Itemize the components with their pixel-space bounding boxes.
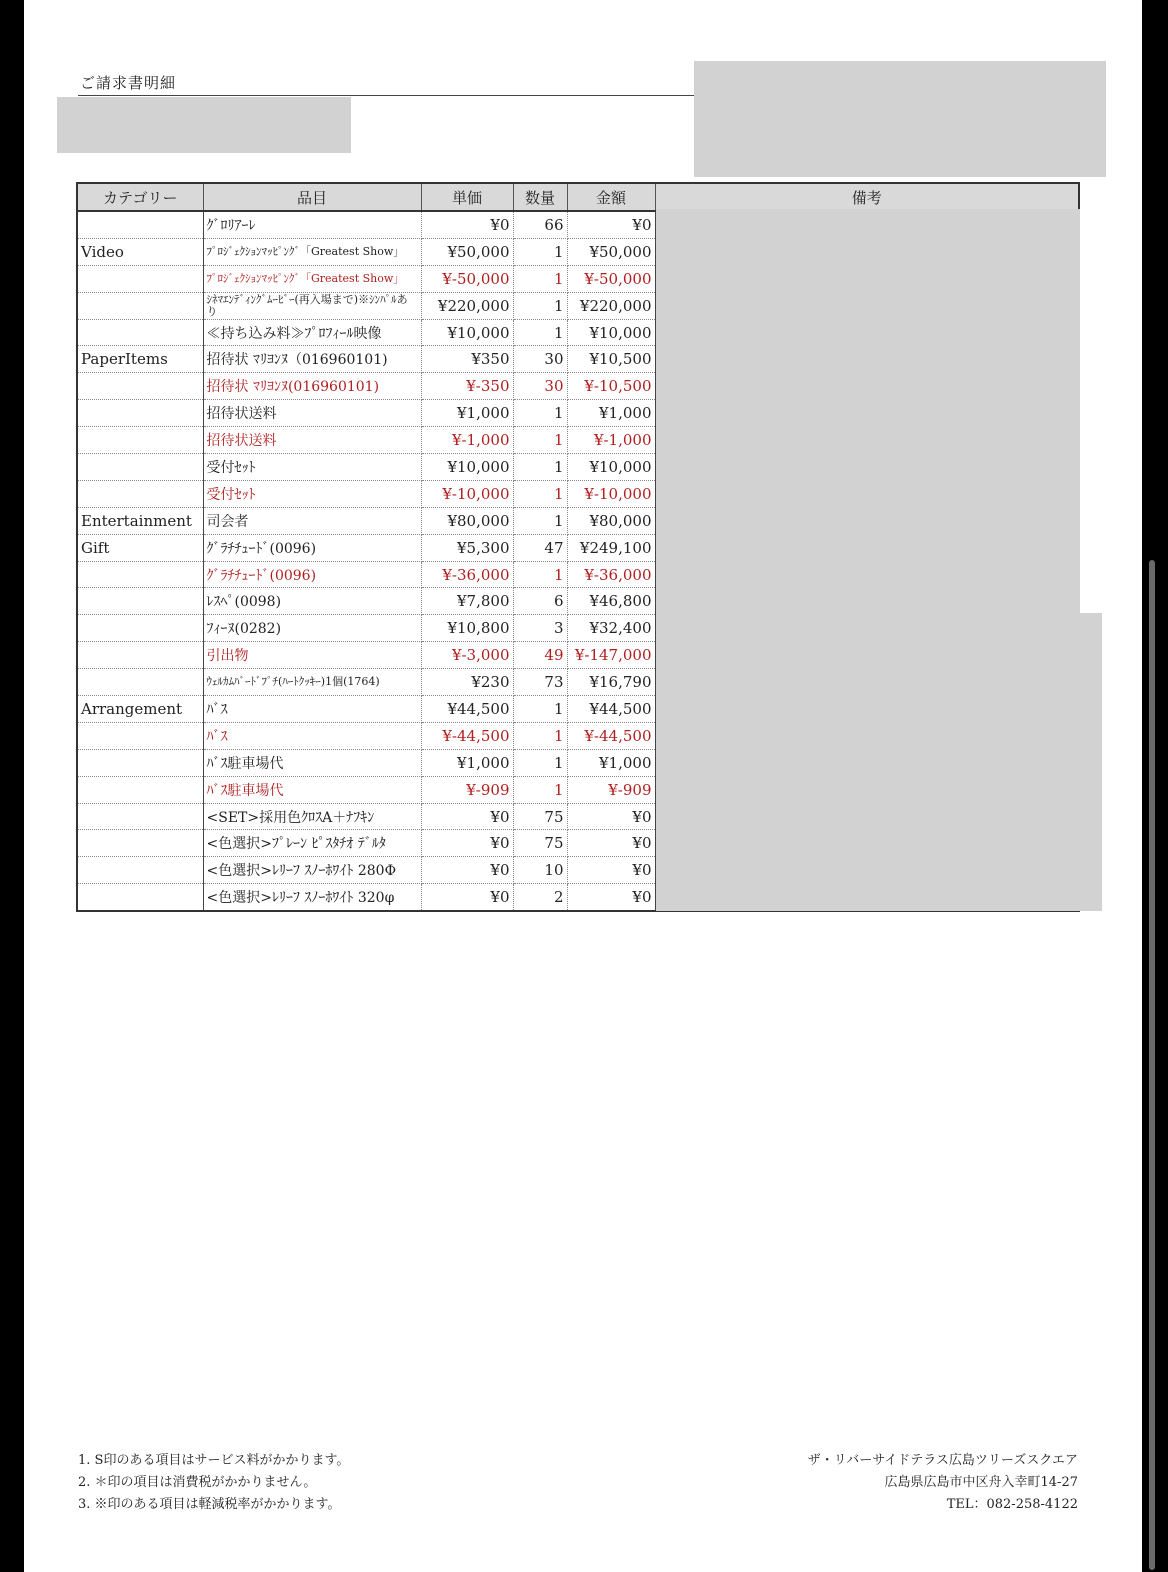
category-cell — [77, 427, 203, 454]
category-cell — [77, 292, 203, 319]
title-underline — [78, 95, 718, 96]
amount-cell: ¥0 — [567, 803, 655, 830]
item-cell: 司会者 — [203, 507, 421, 534]
category-cell — [77, 480, 203, 507]
footer-notes — [78, 1450, 349, 1516]
quantity-cell: 1 — [513, 454, 567, 481]
category-cell: Video — [77, 238, 203, 265]
quantity-cell: 1 — [513, 238, 567, 265]
amount-cell: ¥-10,500 — [567, 373, 655, 400]
item-cell: 招待状送料 — [203, 427, 421, 454]
amount-cell: ¥-147,000 — [567, 642, 655, 669]
unit-price-cell: ¥-909 — [421, 776, 513, 803]
item-cell: ﾌﾟﾛｼﾞｪｸｼｮﾝﾏｯﾋﾟﾝｸﾞ「Greatest Show」 — [203, 238, 421, 265]
category-cell — [77, 830, 203, 857]
unit-price-cell: ¥1,000 — [421, 400, 513, 427]
amount-cell: ¥10,500 — [567, 346, 655, 373]
unit-price-cell: ¥230 — [421, 669, 513, 696]
redacted-remarks — [656, 613, 1102, 911]
item-cell: 招待状送料 — [203, 400, 421, 427]
category-cell — [77, 776, 203, 803]
category-cell: PaperItems — [77, 346, 203, 373]
item-cell: ﾊﾞｽ駐車場代 — [203, 776, 421, 803]
item-cell: 招待状 ﾏﾘﾖﾝﾇ（016960101) — [203, 346, 421, 373]
category-cell — [77, 722, 203, 749]
amount-cell: ¥16,790 — [567, 669, 655, 696]
unit-price-cell: ¥7,800 — [421, 588, 513, 615]
item-cell: ｸﾞﾗﾁﾁｭｰﾄﾞ(0096) — [203, 561, 421, 588]
amount-cell: ¥0 — [567, 830, 655, 857]
item-cell: ≪持ち込み料≫ﾌﾟﾛﾌｨｰﾙ映像 — [203, 319, 421, 346]
table-header-row — [77, 183, 1079, 211]
header-amount: 金額 — [567, 183, 655, 211]
quantity-cell: 1 — [513, 561, 567, 588]
unit-price-cell: ¥-50,000 — [421, 265, 513, 292]
amount-cell: ¥44,500 — [567, 696, 655, 723]
amount-cell: ¥0 — [567, 857, 655, 884]
quantity-cell: 73 — [513, 669, 567, 696]
unit-price-cell: ¥10,800 — [421, 615, 513, 642]
document-title: ご請求書明細 — [80, 74, 177, 92]
invoice-page — [24, 0, 1142, 1572]
quantity-cell: 1 — [513, 480, 567, 507]
quantity-cell: 66 — [513, 211, 567, 238]
category-cell — [77, 211, 203, 238]
amount-cell: ¥-10,000 — [567, 480, 655, 507]
amount-cell: ¥-36,000 — [567, 561, 655, 588]
unit-price-cell: ¥-44,500 — [421, 722, 513, 749]
category-cell — [77, 454, 203, 481]
category-cell — [77, 561, 203, 588]
unit-price-cell: ¥-10,000 — [421, 480, 513, 507]
item-cell: ｸﾞﾛﾘｱｰﾚ — [203, 211, 421, 238]
redacted-remarks — [656, 209, 1080, 613]
redacted-block — [694, 61, 1106, 177]
unit-price-cell: ¥1,000 — [421, 749, 513, 776]
unit-price-cell: ¥-3,000 — [421, 642, 513, 669]
unit-price-cell: ¥80,000 — [421, 507, 513, 534]
unit-price-cell: ¥44,500 — [421, 696, 513, 723]
quantity-cell: 1 — [513, 319, 567, 346]
quantity-cell: 1 — [513, 292, 567, 319]
unit-price-cell: ¥50,000 — [421, 238, 513, 265]
venue-tel: TEL：082-258-4122 — [946, 1497, 1078, 1512]
item-cell: <色選択>ﾚﾘｰﾌ ｽﾉｰﾎﾜｲﾄ 320φ — [203, 884, 421, 911]
unit-price-cell: ¥-350 — [421, 373, 513, 400]
amount-cell: ¥10,000 — [567, 454, 655, 481]
amount-cell: ¥80,000 — [567, 507, 655, 534]
unit-price-cell: ¥0 — [421, 884, 513, 911]
quantity-cell: 30 — [513, 373, 567, 400]
category-cell: Gift — [77, 534, 203, 561]
unit-price-cell: ¥-1,000 — [421, 427, 513, 454]
amount-cell: ¥50,000 — [567, 238, 655, 265]
quantity-cell: 10 — [513, 857, 567, 884]
unit-price-cell: ¥5,300 — [421, 534, 513, 561]
category-cell — [77, 642, 203, 669]
unit-price-cell: ¥-36,000 — [421, 561, 513, 588]
category-cell — [77, 857, 203, 884]
category-cell — [77, 615, 203, 642]
quantity-cell: 1 — [513, 427, 567, 454]
amount-cell: ¥0 — [567, 211, 655, 238]
redacted-block — [57, 97, 351, 153]
unit-price-cell: ¥0 — [421, 830, 513, 857]
unit-price-cell: ¥0 — [421, 803, 513, 830]
scrollbar[interactable] — [1149, 560, 1155, 1570]
category-cell: Entertainment — [77, 507, 203, 534]
category-cell — [77, 749, 203, 776]
item-cell: ｳｪﾙｶﾑﾊﾞｰﾄﾞﾌﾟﾁ(ﾊｰﾄｸｯｷｰ)1個(1764) — [203, 669, 421, 696]
footer-note: 1. S印のある項目はサービス料がかかります。 — [78, 1453, 350, 1468]
quantity-cell: 1 — [513, 265, 567, 292]
footer-note: 3. ※印のある項目は軽減税率がかかります。 — [78, 1497, 341, 1512]
quantity-cell: 47 — [513, 534, 567, 561]
item-cell: <SET>採用色ｸﾛｽA＋ﾅﾌｷﾝ — [203, 803, 421, 830]
venue-info — [808, 1450, 1078, 1516]
item-cell: 招待状 ﾏﾘﾖﾝﾇ(016960101) — [203, 373, 421, 400]
unit-price-cell: ¥0 — [421, 857, 513, 884]
quantity-cell: 49 — [513, 642, 567, 669]
category-cell — [77, 588, 203, 615]
header-category: カテゴリー — [77, 183, 203, 211]
category-cell — [77, 265, 203, 292]
category-cell: Arrangement — [77, 696, 203, 723]
amount-cell: ¥32,400 — [567, 615, 655, 642]
amount-cell: ¥10,000 — [567, 319, 655, 346]
venue-name: ザ・リバーサイドテラス広島ツリーズスクエア — [807, 1453, 1078, 1468]
quantity-cell: 30 — [513, 346, 567, 373]
amount-cell: ¥220,000 — [567, 292, 655, 319]
item-cell: 受付ｾｯﾄ — [203, 454, 421, 481]
unit-price-cell: ¥10,000 — [421, 319, 513, 346]
header-remarks: 備考 — [655, 183, 1079, 211]
item-cell: ﾊﾞｽ駐車場代 — [203, 749, 421, 776]
category-cell — [77, 669, 203, 696]
quantity-cell: 75 — [513, 803, 567, 830]
item-cell: 受付ｾｯﾄ — [203, 480, 421, 507]
amount-cell: ¥-1,000 — [567, 427, 655, 454]
item-cell: ｸﾞﾗﾁﾁｭｰﾄﾞ(0096) — [203, 534, 421, 561]
item-cell: ﾌﾟﾛｼﾞｪｸｼｮﾝﾏｯﾋﾟﾝｸﾞ「Greatest Show」 — [203, 265, 421, 292]
item-cell: ﾌｨｰﾇ(0282) — [203, 615, 421, 642]
unit-price-cell: ¥350 — [421, 346, 513, 373]
unit-price-cell: ¥10,000 — [421, 454, 513, 481]
quantity-cell: 1 — [513, 776, 567, 803]
quantity-cell: 1 — [513, 749, 567, 776]
quantity-cell: 1 — [513, 507, 567, 534]
quantity-cell: 3 — [513, 615, 567, 642]
unit-price-cell: ¥220,000 — [421, 292, 513, 319]
quantity-cell: 2 — [513, 884, 567, 911]
item-cell: <色選択>ﾌﾟﾚｰﾝ ﾋﾟｽﾀﾁｵ ﾃﾞﾙﾀ — [203, 830, 421, 857]
item-cell: ｼﾈﾏｴﾝﾃﾞｨﾝｸﾞﾑｰﾋﾞｰ(再入場まで)※ｼﾝﾊﾟﾙあり — [203, 292, 421, 319]
item-cell: ﾊﾞｽ — [203, 722, 421, 749]
item-cell: <色選択>ﾚﾘｰﾌ ｽﾉｰﾎﾜｲﾄ 280Φ — [203, 857, 421, 884]
amount-cell: ¥-50,000 — [567, 265, 655, 292]
quantity-cell: 1 — [513, 696, 567, 723]
header-quantity: 数量 — [513, 183, 567, 211]
amount-cell: ¥46,800 — [567, 588, 655, 615]
amount-cell: ¥1,000 — [567, 400, 655, 427]
category-cell — [77, 373, 203, 400]
amount-cell: ¥249,100 — [567, 534, 655, 561]
category-cell — [77, 400, 203, 427]
item-cell: ﾊﾞｽ — [203, 696, 421, 723]
footer-note: 2. ＊印の項目は消費税がかかりません。 — [78, 1475, 317, 1490]
amount-cell: ¥-909 — [567, 776, 655, 803]
category-cell — [77, 884, 203, 911]
category-cell — [77, 803, 203, 830]
item-cell: ﾚｽﾍﾟ(0098) — [203, 588, 421, 615]
quantity-cell: 75 — [513, 830, 567, 857]
quantity-cell: 1 — [513, 400, 567, 427]
venue-address: 広島県広島市中区舟入幸町14-27 — [884, 1475, 1078, 1490]
quantity-cell: 6 — [513, 588, 567, 615]
amount-cell: ¥1,000 — [567, 749, 655, 776]
amount-cell: ¥-44,500 — [567, 722, 655, 749]
unit-price-cell: ¥0 — [421, 211, 513, 238]
header-unit-price: 単価 — [421, 183, 513, 211]
quantity-cell: 1 — [513, 722, 567, 749]
item-cell: 引出物 — [203, 642, 421, 669]
amount-cell: ¥0 — [567, 884, 655, 911]
header-item: 品目 — [203, 183, 421, 211]
category-cell — [77, 319, 203, 346]
